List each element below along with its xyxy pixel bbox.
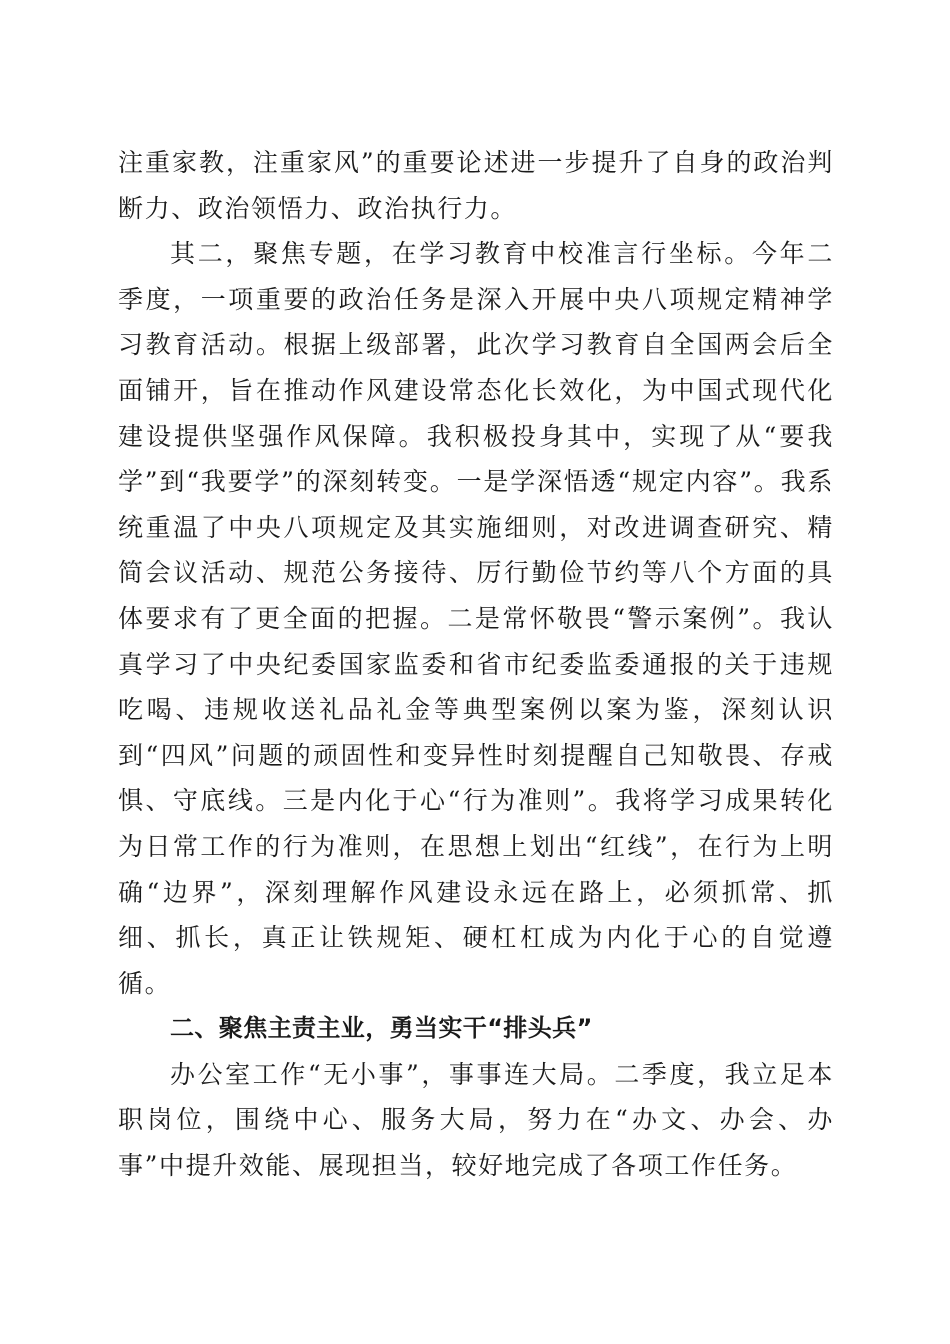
section-heading: 二、聚焦主责主业，勇当实干“排头兵” xyxy=(170,1014,593,1043)
paragraph-study-education: 其二，聚焦专题，在学习教育中校准言行坐标。今年二季度，一项重要的政治任务是深入开展中央八项规定精神学习教育活动。根据上级部署，此次学习教育自全国两会后全面铺开，旨在推动作风建设常态化长效化，为中国式现代化建设提供坚强作风保障。我积极投身其中，实现了从“要我学”到“我要学”的深刻转变。一是学深悟透“规定内容”。我系统重温了中央八项规定及其实施细则，对改进调查研究、精简会议活动、规范公务接待、厉行勤俭节约等八个方面的具体要求有了更全面的把握。二是常怀敬畏“警示案例”。我认真学习了中央纪委国家监委和省市纪委监委通报的关于违规吃喝、违规收送礼品礼金等典型案例以案为鉴，深刻认识到“四风”问题的顽固性和变异性时刻提醒自己知敬畏、存戒惧、守底线。三是内化于心“行为准则”。我将学习成果转化为日常工作的行为准则，在思想上划出“红线”，在行为上明确“边界”，深刻理解作风建设永远在路上，必须抓常、抓细、抓长，真正让铁规矩、硬杠杠成为内化于心的自觉遵循。 xyxy=(118,239,834,998)
document-body xyxy=(118,140,834,1189)
paragraph-office-work: 办公室工作“无小事”，事事连大局。二季度，我立足本职岗位，围绕中心、服务大局，努力在“办文、办会、办事”中提升效能、展现担当，较好地完成了各项工作任务。 xyxy=(118,1059,834,1181)
paragraph-continuation: 注重家教，注重家风”的重要论述进一步提升了自身的政治判断力、政治领悟力、政治执行力。 xyxy=(118,148,834,223)
